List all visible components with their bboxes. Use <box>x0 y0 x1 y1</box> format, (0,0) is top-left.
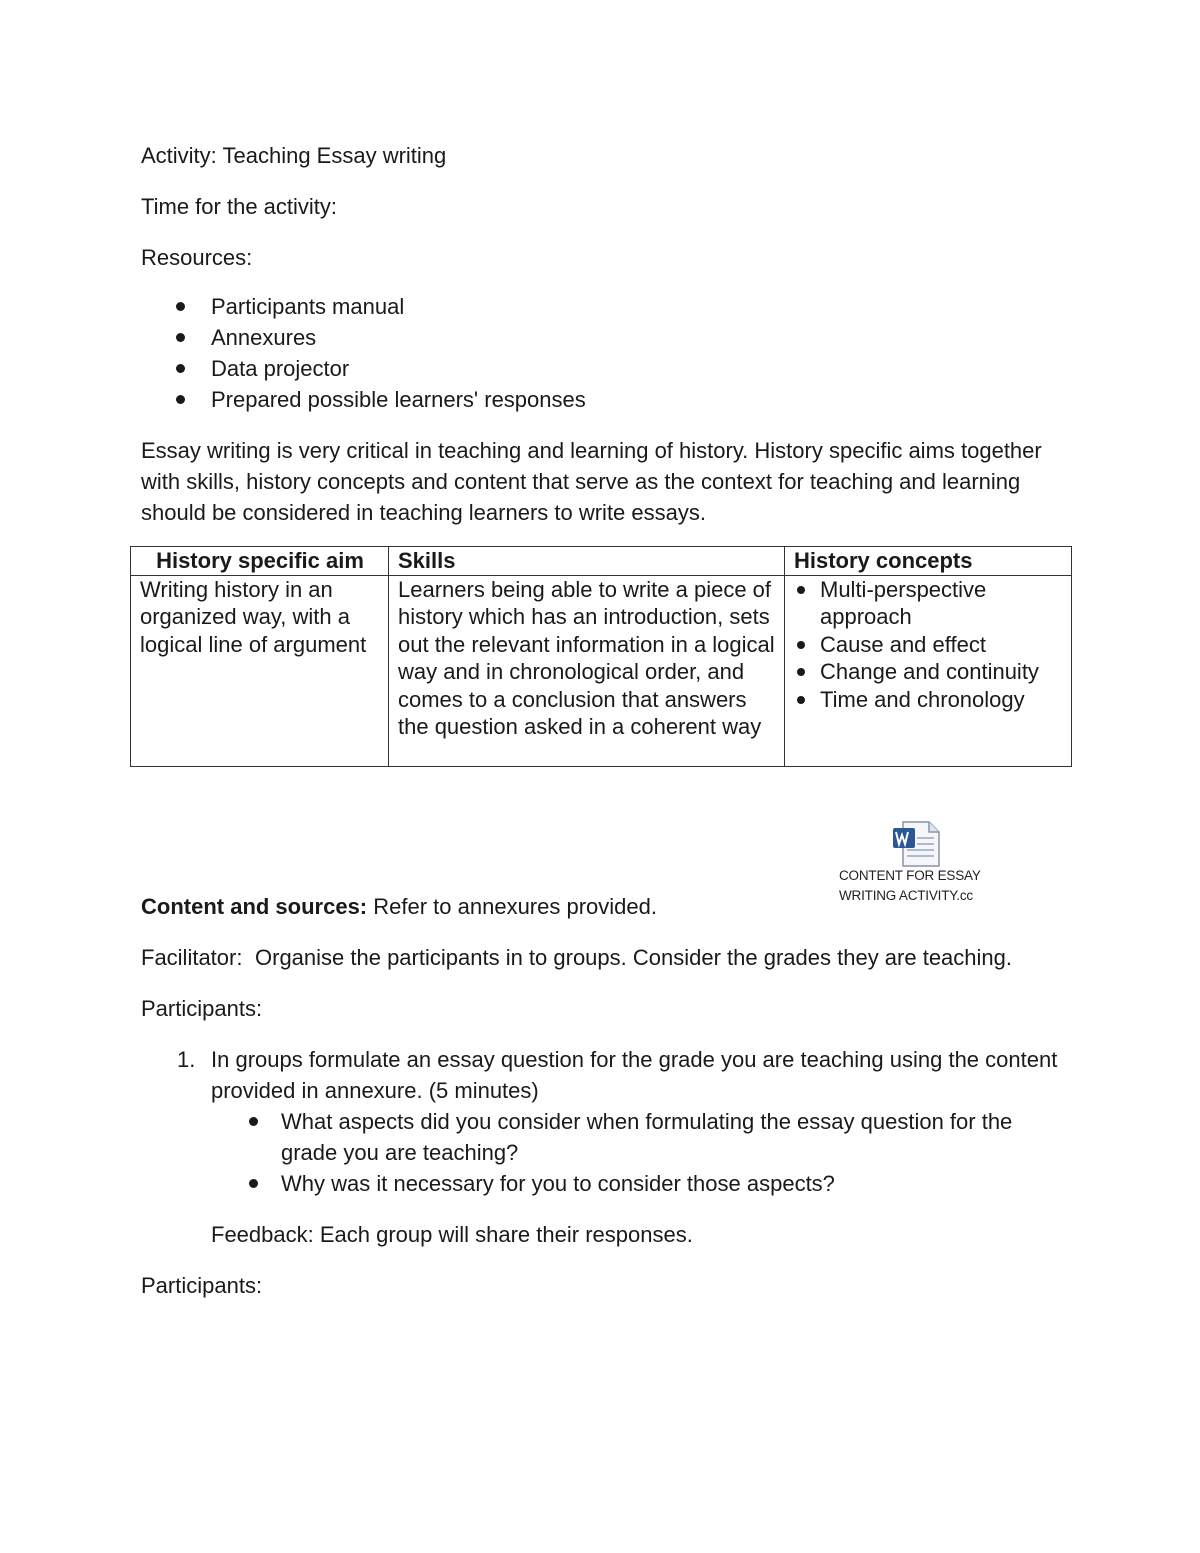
list-item: Prepared possible learners' responses <box>141 384 1071 415</box>
list-item: Data projector <box>141 353 1071 384</box>
bullet-icon <box>249 1117 258 1126</box>
list-item: Participants manual <box>141 291 1071 322</box>
bullet-icon <box>176 333 185 342</box>
table-header-skills: Skills <box>389 547 785 576</box>
facilitator-line <box>141 942 1071 973</box>
concepts-list <box>794 576 1063 714</box>
list-item: Why was it necessary for you to consider those aspects? <box>211 1168 1071 1199</box>
table-header-aim: History specific aim <box>131 547 389 576</box>
bullet-icon <box>797 641 805 649</box>
time-label: Time for the activity: <box>141 194 338 219</box>
bullet-icon <box>176 302 185 311</box>
participants-label-2: Participants: <box>141 1272 263 1298</box>
list-item: Multi-perspective approach <box>794 576 1063 631</box>
table-cell-concepts <box>785 575 1072 766</box>
history-table <box>130 546 1072 767</box>
list-item: Time and chronology <box>794 686 1063 714</box>
table-cell-skills: Learners being able to write a piece of history which has an introduction, sets out the relevant information in a logical way and in chronological order, and comes to a conclusion that answers the question asked in a coherent way <box>389 575 785 766</box>
embedded-document-attachment[interactable] <box>839 820 1009 910</box>
table-cell-aim: Writing history in an organized way, with a logical line of argument <box>131 575 389 766</box>
bullet-icon <box>797 696 805 704</box>
task-number: 1. <box>177 1046 196 1072</box>
table-header-row <box>131 547 1072 576</box>
question-list <box>211 1106 1071 1199</box>
list-item: What aspects did you consider when formulating the essay question for the grade you are teaching? <box>211 1106 1071 1168</box>
table-header-concepts: History concepts <box>785 547 1072 576</box>
content-sources-text: Refer to annexures provided. <box>367 893 657 919</box>
facilitator-label: Facilitator: <box>141 944 243 970</box>
bullet-icon <box>176 395 185 404</box>
attachment-caption: CONTENT FOR ESSAY WRITING ACTIVITY.cc <box>839 868 981 903</box>
list-item: Change and continuity <box>794 658 1063 686</box>
participants-label: Participants: <box>141 995 263 1021</box>
bullet-icon <box>797 668 805 676</box>
facilitator-text: Organise the participants in to groups. Consider the grades they are teaching. <box>255 944 1013 970</box>
list-item: Annexures <box>141 322 1071 353</box>
resources-list <box>141 291 1071 415</box>
list-item <box>141 1044 1071 1199</box>
bullet-icon <box>176 364 185 373</box>
feedback-line: Feedback: Each group will share their responses. <box>211 1221 693 1247</box>
bullet-icon <box>249 1179 258 1188</box>
task-text: In groups formulate an essay question for the grade you are teaching using the content provided in annexure. (5 minutes) <box>211 1046 1058 1103</box>
document-page <box>141 140 1071 1321</box>
word-document-icon <box>891 820 941 868</box>
content-sources-label: Content and sources: <box>141 893 368 919</box>
table-row <box>131 575 1072 766</box>
intro-paragraph: Essay writing is very critical in teaching and learning of history. History specific aims together with skills, history concepts and content that serve as the context for teaching and learning should be considered in teaching learners to write essays. <box>141 438 1042 525</box>
task-list <box>141 1044 1071 1199</box>
resources-label: Resources: <box>141 245 253 270</box>
activity-title: Activity: Teaching Essay writing <box>141 143 447 168</box>
bullet-icon <box>797 586 805 594</box>
list-item: Cause and effect <box>794 631 1063 659</box>
